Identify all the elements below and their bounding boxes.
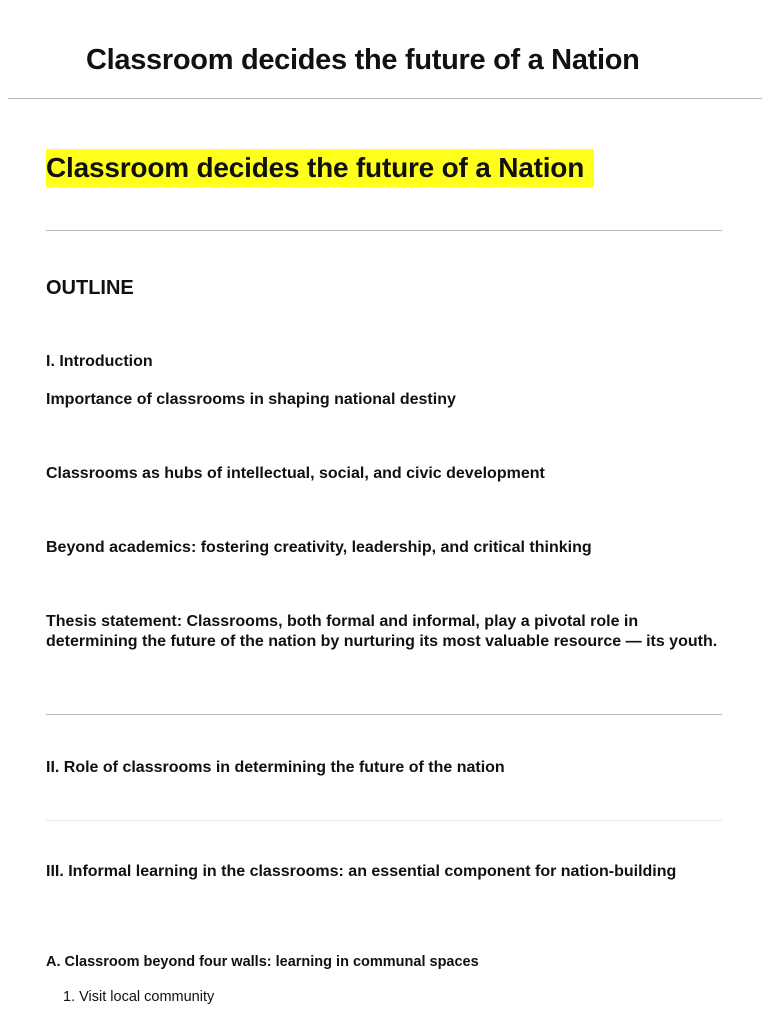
document-title: Classroom decides the future of a Nation — [46, 149, 594, 187]
thesis-statement: Thesis statement: Classrooms, both formal and informal, play a pivotal role in determining the future of the nation by nurturing its most valuable resource — its youth. — [46, 613, 718, 650]
section-2-heading: II. Role of classrooms in determining the future of the nation — [46, 759, 505, 776]
outline-heading: OUTLINE — [46, 277, 134, 299]
list-item: 1. Visit local community — [63, 989, 215, 1005]
subsection-a-heading: A. Classroom beyond four walls: learning in communal spaces — [46, 954, 479, 970]
intro-point: Classrooms as hubs of intellectual, social, and civic development — [46, 465, 545, 482]
divider — [46, 230, 722, 231]
divider — [46, 714, 722, 715]
header-divider — [8, 98, 762, 99]
section-3-heading: III. Informal learning in the classrooms: an essential component for nation-building — [46, 863, 677, 880]
intro-point: Importance of classrooms in shaping national destiny — [46, 391, 456, 408]
intro-point: Beyond academics: fostering creativity, leadership, and critical thinking — [46, 539, 592, 556]
header-title: Classroom decides the future of a Nation — [86, 44, 640, 76]
intro-heading: I. Introduction — [46, 353, 153, 370]
divider — [46, 820, 722, 821]
